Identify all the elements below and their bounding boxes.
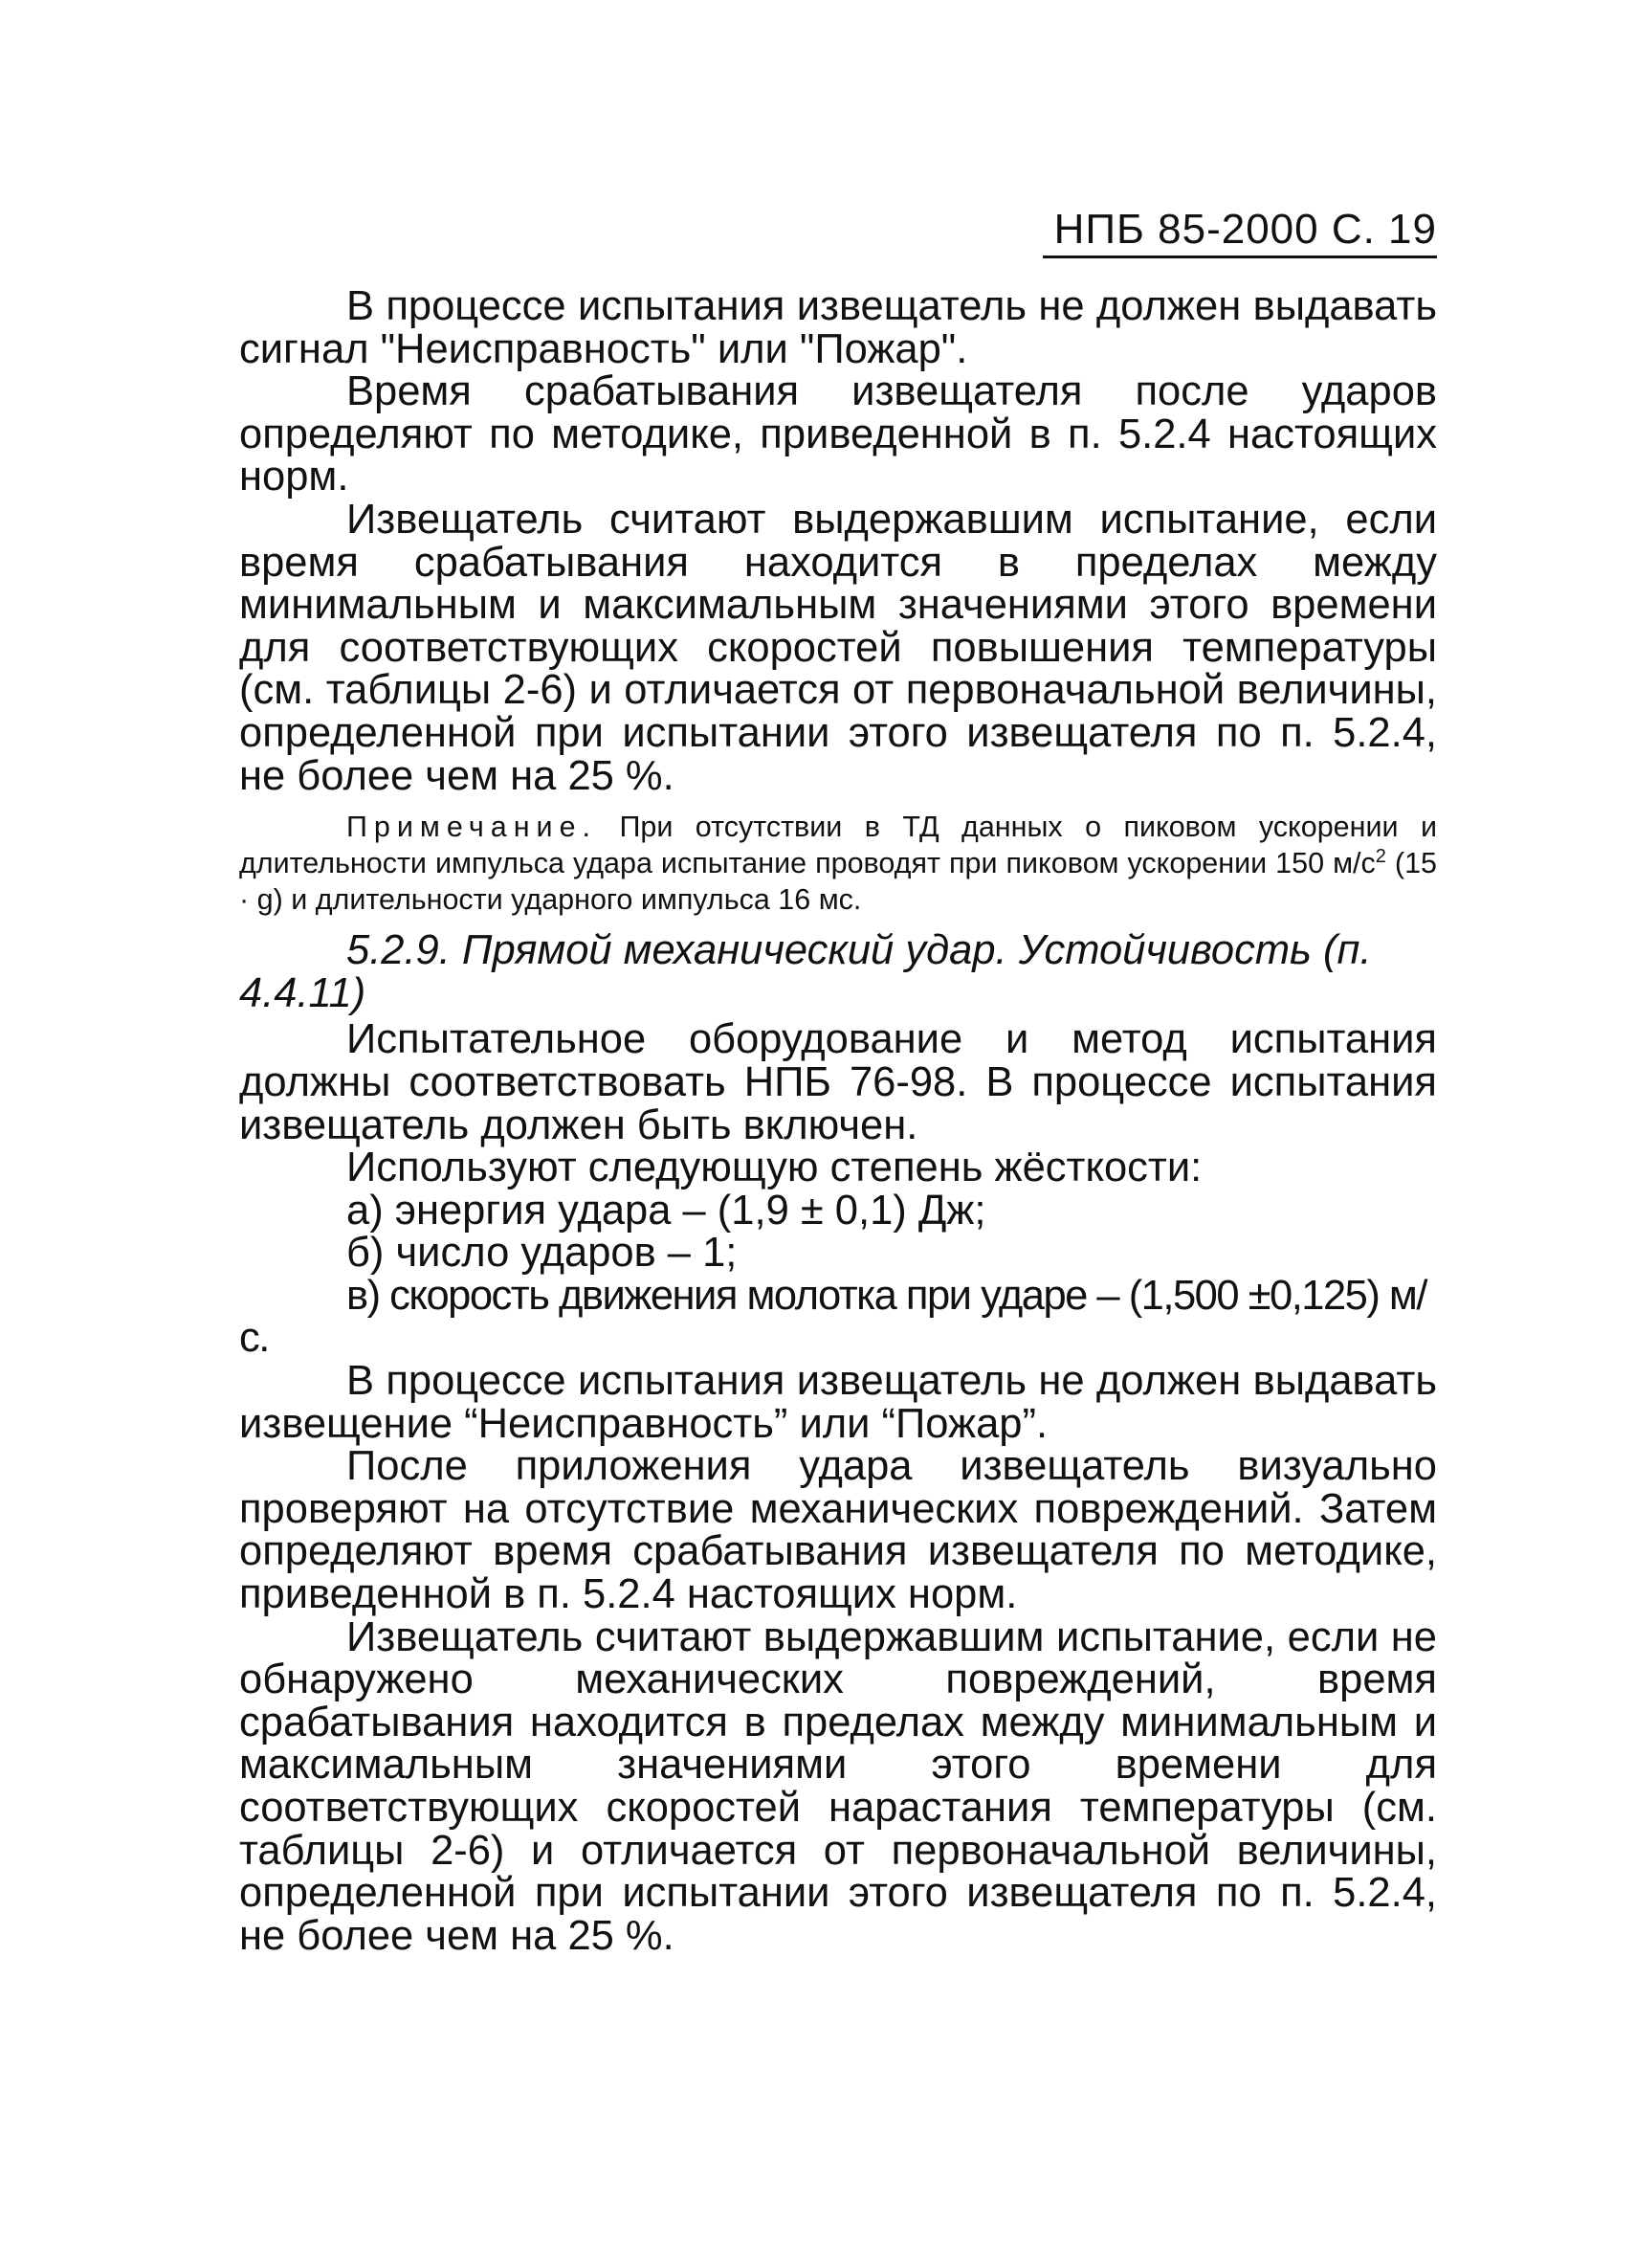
paragraph-fault-signal: В процессе испытания извещатель не должен выдавать сигнал "Неисправность" или "Пожар".	[239, 283, 1437, 372]
list-item-velocity: в) скорость движения молотка при ударе – (1,500 ±0,125) м/с.	[239, 1272, 1426, 1362]
paragraph-response-time-method: Время срабатывания извещателя после ударов определяют по методике, приведенной в п. 5.2.4 настоящих норм.	[239, 368, 1437, 500]
list-item-count: б) число ударов – 1;	[346, 1230, 738, 1277]
section-title: 5.2.9. Прямой механический удар. Устойчивость (п. 4.4.11)	[239, 927, 1372, 1016]
page-header	[1043, 206, 1437, 258]
paragraph-pass-criteria: Извещатель считают выдержавшим испытание, если время срабатывания находится в пределах между минимальным и максимальным значениями этого времени для соответствующих скоростей повышения температуры (см. таблицы 2-6) и отличается от первоначальной величины, определенной при испытании этого извещателя по п. 5.2.4, не более чем на 25 %.	[239, 496, 1437, 799]
running-title: НПБ 85-2000 С. 19	[1043, 206, 1437, 258]
section-paragraph-equipment: Испытательное оборудование и метод испытания должны соответствовать НПБ 76-98. В процессе испытания извещатель должен быть включен.	[239, 1016, 1437, 1148]
note	[239, 809, 1437, 918]
note-superscript: 2	[1375, 845, 1386, 867]
section-paragraph-pass-criteria: Извещатель считают выдержавшим испытание, если не обнаружено механических повреждений, время срабатывания находится в пределах между минимальным и максимальным значениями этого времени для соответствующих скоростей нарастания температуры (см. таблицы 2-6) и отличается от первоначальной величины, определенной при испытании этого извещателя по п. 5.2.4, не более чем на 25 %.	[239, 1613, 1437, 1959]
note-label: Примечание.	[346, 811, 598, 844]
note-text: При отсутствии в ТД данных о пиковом ускорении и длительности импульса удара испытание проводят при пиковом ускорении 150 м/с	[239, 811, 1437, 880]
note-text-end: (15 · g) и длительности ударного импульса 16 мс.	[239, 847, 1438, 917]
section-paragraph-inspection: После приложения удара извещатель визуально проверяют на отсутствие механических повреждений. Затем определяют время срабатывания извещателя по методике, приведенной в п. 5.2.4 настоящих норм.	[239, 1443, 1437, 1618]
section-paragraph-severity: Используют следующую степень жёсткости:	[346, 1145, 1203, 1191]
list-item-energy: а) энергия удара – (1,9 ± 0,1) Дж;	[346, 1187, 986, 1234]
page-body	[239, 285, 1437, 1957]
section-paragraph-no-signal: В процессе испытания извещатель не должен выдавать извещение “Неисправность” или “Пожар”.	[239, 1358, 1437, 1447]
